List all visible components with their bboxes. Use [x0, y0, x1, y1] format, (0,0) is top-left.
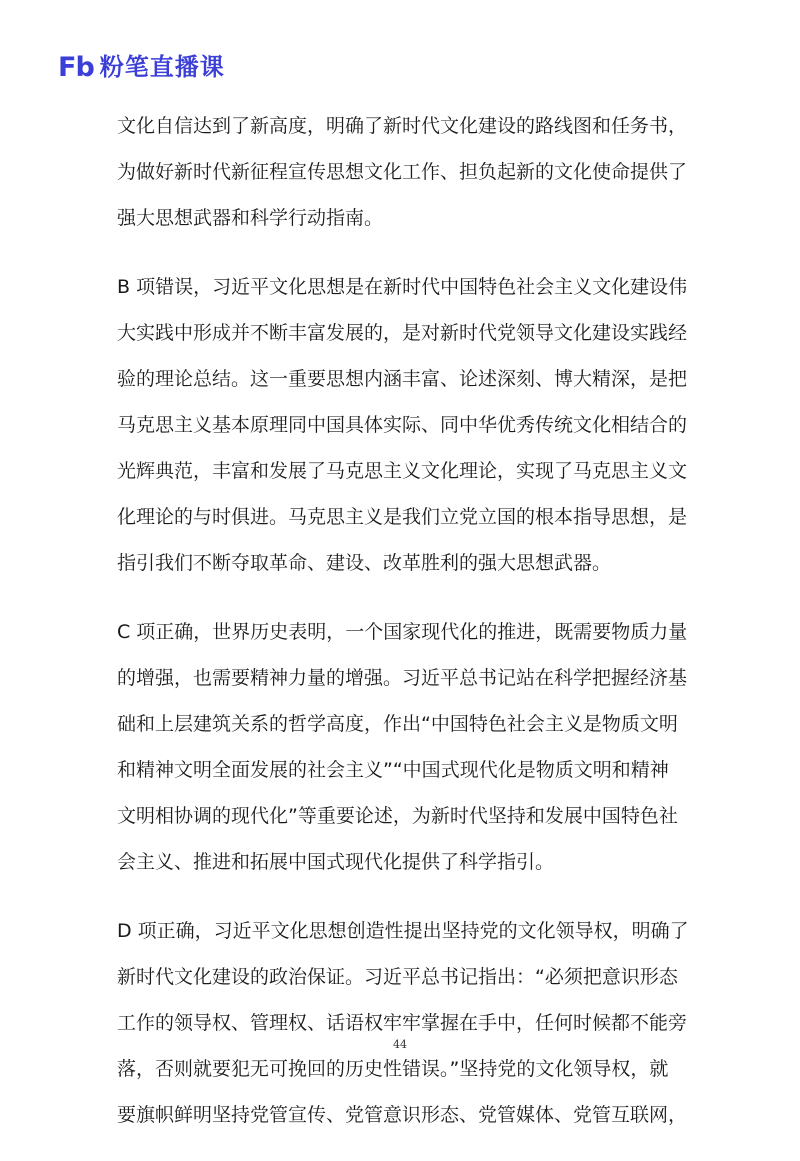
text-line: 验的理论总结。这一重要思想内涵丰富、论述深刻、博大精深，是把 [117, 368, 688, 390]
paragraph [117, 264, 688, 586]
text-line: 的增强，也需要精神力量的增强。习近平总书记站在科学把握经济基 [117, 667, 688, 689]
text-line: 落，否则就要犯无可挽回的历史性错误。”坚持党的文化领导权，就 [117, 1058, 669, 1080]
paragraph [117, 103, 688, 241]
paragraph [117, 908, 689, 1138]
text-line: 要旗帜鲜明坚持党管宣传、党管意识形态、党管媒体、党管互联网， [117, 1104, 688, 1126]
text-line: 新时代文化建设的政治保证。习近平总书记指出：“必须把意识形态 [117, 966, 678, 988]
text-line: C 项正确，世界历史表明，一个国家现代化的推进，既需要物质力量 [117, 621, 688, 643]
logo-mark: Fb [58, 51, 94, 83]
text-line: 光辉典范，丰富和发展了马克思主义文化理论，实现了马克思主义文 [117, 460, 688, 482]
text-line: 指引我们不断夺取革命、建设、改革胜利的强大思想武器。 [117, 552, 612, 574]
text-line: 为做好新时代新征程宣传思想文化工作、担负起新的文化使命提供了 [117, 161, 688, 183]
text-line: 文化自信达到了新高度，明确了新时代文化建设的路线图和任务书， [117, 115, 688, 137]
logo-text: 粉笔直播课 [99, 53, 225, 81]
text-line: 马克思主义基本原理同中国具体实际、同中华优秀传统文化相结合的 [117, 414, 688, 436]
text-line: D 项正确，习近平文化思想创造性提出坚持党的文化领导权，明确了 [117, 920, 689, 942]
text-line: 会主义、推进和拓展中国式现代化提供了科学指引。 [117, 851, 555, 873]
text-line: B 项错误，习近平文化思想是在新时代中国特色社会主义文化建设伟 [117, 276, 688, 298]
text-line: 础和上层建筑关系的哲学高度，作出“中国特色社会主义是物质文明 [117, 713, 678, 735]
text-line: 和精神文明全面发展的社会主义”“中国式现代化是物质文明和精神 [117, 759, 669, 781]
paragraph [117, 609, 688, 885]
brand-logo [58, 52, 225, 82]
document-body [117, 103, 689, 1161]
text-line: 大实践中形成并不断丰富发展的，是对新时代党领导文化建设实践经 [117, 322, 688, 344]
page-number: 44 [393, 1038, 407, 1051]
text-line: 工作的领导权、管理权、话语权牢牢掌握在手中，任何时候都不能旁 [117, 1012, 688, 1034]
text-line: 文明相协调的现代化”等重要论述，为新时代坚持和发展中国特色社 [117, 805, 678, 827]
text-line: 强大思想武器和科学行动指南。 [117, 207, 384, 229]
text-line: 化理论的与时俱进。马克思主义是我们立党立国的根本指导思想，是 [117, 506, 688, 528]
